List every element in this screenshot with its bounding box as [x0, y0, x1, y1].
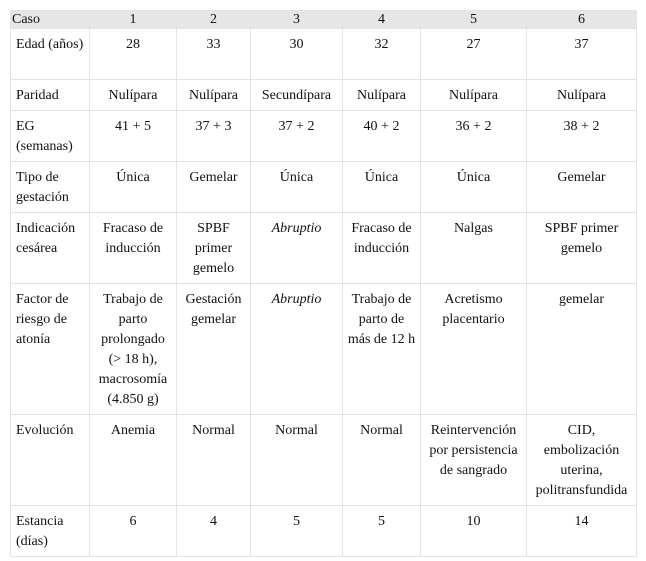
cell: Nulípara: [343, 80, 421, 111]
cell: 41 + 5: [90, 111, 177, 162]
cell: Reintervención por persistencia de sangrado: [421, 415, 527, 506]
row-label: Estancia (días): [11, 506, 90, 557]
row-label: Edad (años): [11, 29, 90, 80]
cell: Única: [421, 162, 527, 213]
header-case-2: 2: [177, 11, 251, 29]
cell: Única: [343, 162, 421, 213]
cell: Normal: [251, 415, 343, 506]
row-label: Evolución: [11, 415, 90, 506]
cell: 10: [421, 506, 527, 557]
row-label: Indicación cesárea: [11, 213, 90, 284]
cell: Única: [90, 162, 177, 213]
row-label: Factor de riesgo de atonía: [11, 284, 90, 415]
cell: 37: [527, 29, 637, 80]
cell: 30: [251, 29, 343, 80]
cell: 27: [421, 29, 527, 80]
row-eg: [11, 111, 637, 162]
cell: 36 + 2: [421, 111, 527, 162]
row-label: Paridad: [11, 80, 90, 111]
cell: Nulípara: [177, 80, 251, 111]
cell: Abruptio: [251, 213, 343, 284]
header-row: [11, 11, 637, 29]
cell: Trabajo de parto de más de 12 h: [343, 284, 421, 415]
cell: SPBF primer gemelo: [177, 213, 251, 284]
header-case-1: 1: [90, 11, 177, 29]
cell: Gemelar: [527, 162, 637, 213]
cell: Fracaso de inducción: [343, 213, 421, 284]
header-label: Caso: [11, 11, 90, 29]
cell: 33: [177, 29, 251, 80]
row-evolucion: [11, 415, 637, 506]
cell: Abruptio: [251, 284, 343, 415]
cell: Fracaso de inducción: [90, 213, 177, 284]
cell: 5: [251, 506, 343, 557]
cell: SPBF primer gemelo: [527, 213, 637, 284]
case-table: [10, 10, 637, 557]
cell: Acretismo placentario: [421, 284, 527, 415]
cell: Normal: [343, 415, 421, 506]
cell: Gestación gemelar: [177, 284, 251, 415]
cell: Anemia: [90, 415, 177, 506]
cell: 32: [343, 29, 421, 80]
row-paridad: [11, 80, 637, 111]
cell: 40 + 2: [343, 111, 421, 162]
row-tipo-gestacion: [11, 162, 637, 213]
cell: Nulípara: [90, 80, 177, 111]
row-edad: [11, 29, 637, 80]
cell: Nulípara: [527, 80, 637, 111]
cell: 37 + 2: [251, 111, 343, 162]
cell: 4: [177, 506, 251, 557]
cell: 6: [90, 506, 177, 557]
cell: gemelar: [527, 284, 637, 415]
header-case-6: 6: [527, 11, 637, 29]
cell: Nulípara: [421, 80, 527, 111]
cell: Secundípara: [251, 80, 343, 111]
cell: 37 + 3: [177, 111, 251, 162]
cell: 38 + 2: [527, 111, 637, 162]
cell: 14: [527, 506, 637, 557]
row-label: EG (semanas): [11, 111, 90, 162]
cell: CID, embolización uterina, politransfundida: [527, 415, 637, 506]
cell: Gemelar: [177, 162, 251, 213]
row-label: Tipo de gestación: [11, 162, 90, 213]
header-case-4: 4: [343, 11, 421, 29]
row-estancia: [11, 506, 637, 557]
cell: Nalgas: [421, 213, 527, 284]
cell: 5: [343, 506, 421, 557]
cell: 28: [90, 29, 177, 80]
row-factor-riesgo: [11, 284, 637, 415]
row-indicacion-cesarea: [11, 213, 637, 284]
header-case-5: 5: [421, 11, 527, 29]
header-case-3: 3: [251, 11, 343, 29]
cell: Trabajo de parto prolongado (> 18 h), macrosomía (4.850 g): [90, 284, 177, 415]
cell: Única: [251, 162, 343, 213]
cell: Normal: [177, 415, 251, 506]
